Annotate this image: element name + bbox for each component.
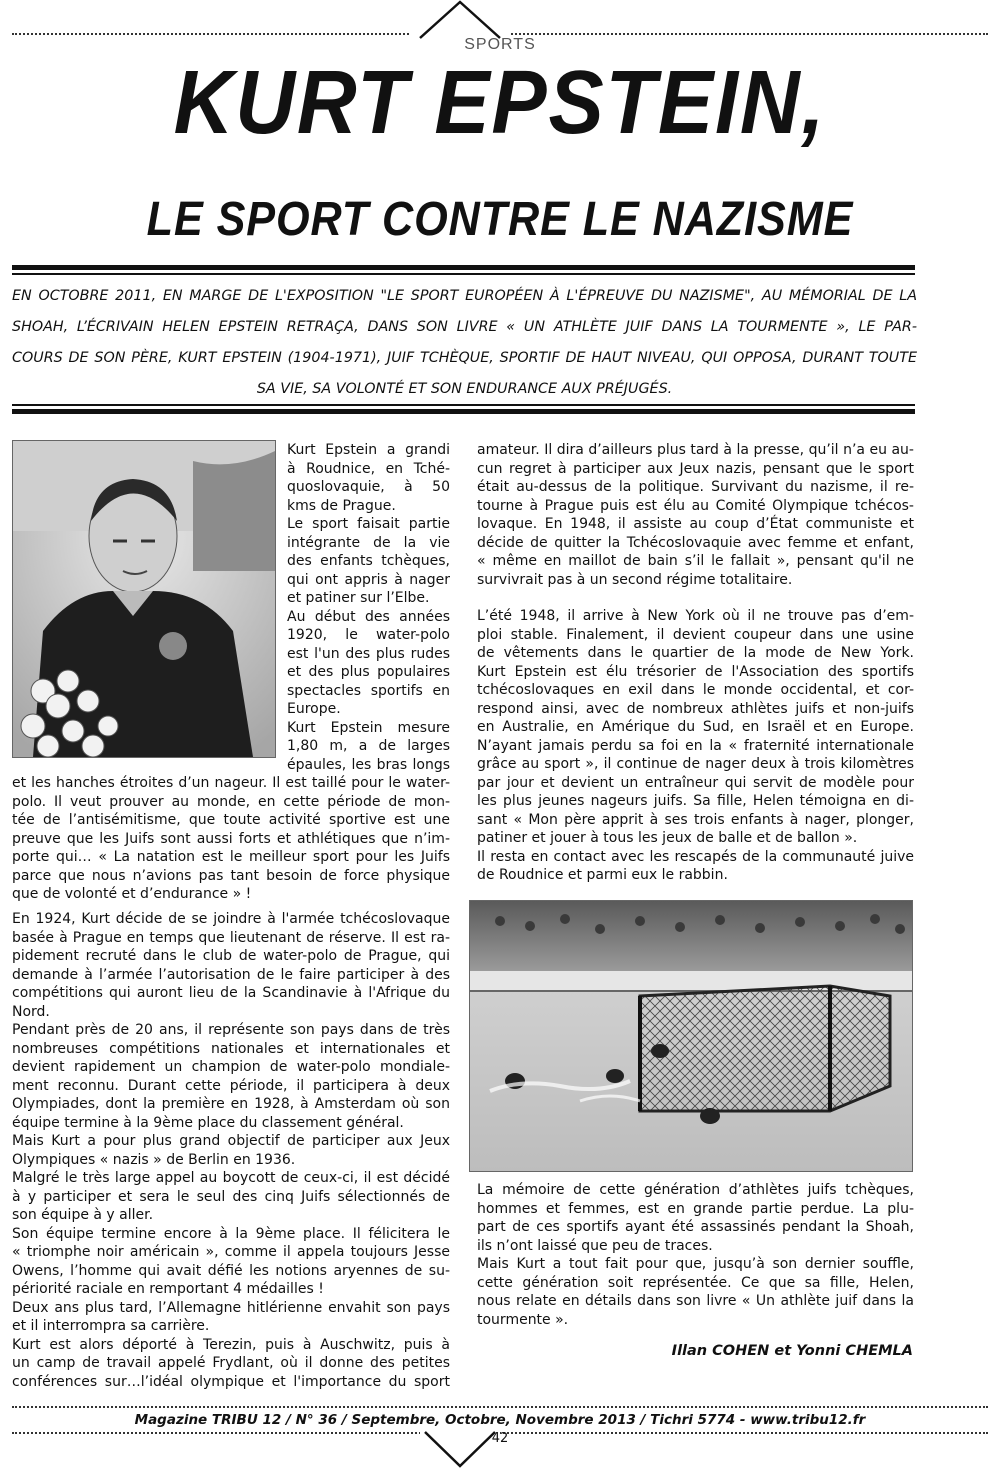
footer-credit: Magazine TRIBU 12 / N° 36 / Septembre, Octobre, Novembre 2013 / Tichri 5774 - www.tribu12.fr: [134, 1412, 866, 1428]
text-line: nombreuses compétitions nationales et internationales et: [12, 1040, 450, 1057]
intro-rule-top-thin: [12, 273, 915, 275]
text-line: Olympiades, dont la première en 1928, à Amsterdam où son: [12, 1096, 450, 1112]
text-line: polo. Il veut prouver au monde, en cette période de mon-: [12, 793, 450, 810]
text-line: L’été 1948, il arrive à New York où il ne trouve pas d’em-: [477, 608, 914, 624]
text-line: tourmente ».: [477, 1311, 569, 1328]
text-line: 1920, le water-polo: [287, 627, 450, 643]
text-line: Nord.: [12, 1003, 50, 1020]
section-label: SPORTS: [464, 36, 536, 53]
text-line: hommes et femmes, est en grande partie perdue. La plu-: [477, 1200, 914, 1217]
text-line: Pendant près de 20 ans, il représente son pays dans de très: [12, 1022, 450, 1038]
text-line: Mais Kurt a pour plus grand objectif de participer aux Jeux: [12, 1133, 450, 1149]
right-column-bottom: [477, 1181, 914, 1329]
intro-line: SHOAH, L’ÉCRIVAIN HELEN EPSTEIN RETRAÇA, DANS SON LIVRE « UN ATHLÈTE JUIF DANS LA TOURMENTE », LE PAR-: [12, 319, 917, 335]
text-line: tchécoslovaques en exil dans le monde occidental, et cor-: [477, 682, 914, 698]
text-line: en Australie, en Amérique du Sud, en Israël et en Europe.: [477, 719, 914, 735]
text-line: Kurt Epstein est élu trésorier de l'Association des sportifs: [477, 663, 914, 680]
text-line: respond ainsi, avec de nombreux athlètes juifs et non-juifs: [477, 700, 914, 717]
text-line: épaules, les bras longs: [287, 756, 450, 773]
text-line: un camp de travail appelé Frydlant, où il donne des petites: [12, 1355, 450, 1371]
text-line: kms de Prague.: [287, 497, 396, 514]
water-polo-photo: [469, 900, 913, 1172]
text-line: [477, 589, 914, 607]
text-line: conférences sur…l’idéal olympique et l'importance du sport: [12, 1373, 450, 1390]
text-line: spectacles sportifs en: [287, 682, 450, 699]
article-subtitle: LE SPORT CONTRE LE NAZISME: [146, 193, 854, 246]
text-line: Son équipe termine encore à la 9ème place. Il félicitera le: [12, 1225, 450, 1242]
right-column-top: [477, 441, 914, 885]
text-line: Au début des années: [287, 608, 450, 625]
text-line: Kurt est alors déporté à Terezin, puis à Auschwitz, puis à: [12, 1336, 450, 1353]
text-line: devient rapidement un champion de water-polo mondiale-: [12, 1059, 450, 1075]
left-column-bottom: [12, 910, 450, 1391]
text-line: « même en maillot de bain s’il le fallait », pensant qu'il ne: [477, 553, 914, 569]
text-line: et il interrompra sa carrière.: [12, 1318, 210, 1334]
text-line: et des plus populaires: [287, 664, 450, 680]
text-line: de Roudnice et parmi eux le rabbin.: [477, 867, 728, 883]
text-line: pidement recruté dans le club de water-polo de Prague, qui: [12, 948, 450, 964]
text-line: Kurt Epstein a grandi: [287, 442, 450, 458]
text-line: Olympiques « nazis » de Berlin en 1936.: [12, 1151, 296, 1168]
top-chevron-icon: [410, 0, 510, 40]
text-line: preuve que les Juifs sont aussi forts et athlétiques que n’im-: [12, 830, 450, 847]
text-line: les plus jeunes nageurs juifs. Sa fille, Helen témoigna en di-: [477, 793, 914, 809]
text-line: La mémoire de cette génération d’athlètes juifs tchèques,: [477, 1182, 914, 1198]
text-line: Il resta en contact avec les rescapés de la communauté juive: [477, 848, 914, 865]
text-line: compétitions qui auront lieu de la Scandinavie à l'Afrique du: [12, 985, 450, 1001]
intro-line: EN OCTOBRE 2011, EN MARGE DE L'EXPOSITION "LE SPORT EUROPÉEN À L'ÉPREUVE DU NAZISME", AU MÉMORIAL DE LA: [12, 288, 917, 304]
text-line: tée de l’antisémitisme, que toute activité sportive est une: [12, 812, 450, 828]
intro-rule-bottom-thin: [12, 404, 915, 406]
text-line: ploi stable. Finalement, il devient coupeur dans une usine: [477, 626, 914, 643]
text-line: équipe termine à la 9ème place du classement général.: [12, 1114, 404, 1131]
text-line: à Roudnice, en Tché-: [287, 460, 450, 477]
portrait-photo: [12, 440, 276, 758]
text-line: intégrante de la vie: [287, 534, 450, 551]
text-line: son équipe à y aller.: [12, 1207, 154, 1223]
text-line: amateur. Il dira d’ailleurs plus tard à la presse, qu’il n’a eu au-: [477, 442, 914, 458]
text-line: N’ayant jamais perdu sa foi en la « fraternité internationale: [477, 737, 914, 754]
text-line: Le sport faisait partie: [287, 516, 450, 532]
text-line: grâce au sport », il continue de nager deux à trois kilomètres: [477, 756, 914, 772]
text-line: de vêtements dans le quartier de la mode de New York.: [477, 645, 914, 661]
text-line: Malgré le très large appel au boycott de ceux-ci, il est décidé: [12, 1170, 450, 1186]
text-line: à y participer et sera le seul des cinq Juifs sélectionnés de: [12, 1188, 450, 1205]
text-line: Owens, l’homme qui avait défié les notions aryennes de su-: [12, 1262, 450, 1279]
footer-dotted-rule-top: [12, 1406, 988, 1408]
text-line: Mais Kurt a tout fait pour que, jusqu’à son dernier souffle,: [477, 1256, 914, 1272]
text-line: Europe.: [287, 701, 341, 717]
page-number: 42: [491, 1431, 509, 1446]
text-line: sant « Mon père apprit à ses trois enfants à nager, plonger,: [477, 811, 914, 828]
text-line: et patiner sur l’Elbe.: [287, 590, 430, 606]
text-line: 1,80 m, a de larges: [287, 738, 450, 754]
intro-line: SA VIE, SA VOLONTÉ ET SON ENDURANCE AUX PRÉJUGÉS.: [256, 381, 673, 397]
text-line: Kurt Epstein mesure: [287, 719, 450, 736]
byline: Illan COHEN et Yonni CHEMLA: [671, 1343, 913, 1359]
text-line: et les hanches étroites d’un nageur. Il est taillé pour le water-: [12, 775, 450, 791]
intro-line: COURS DE SON PÈRE, KURT EPSTEIN (1904-1971), JUIF TCHÈQUE, SPORTIF DE HAUT NIVEAU, QUI OPPOSA, DURANT TOUTE: [12, 350, 917, 366]
text-line: des enfants tchèques,: [287, 553, 450, 569]
text-line: lovaque. En 1948, il assiste au coup d’État communiste et: [477, 516, 914, 532]
text-line: nous relate en détails dans son livre « Un athlète juif dans la: [477, 1293, 914, 1309]
text-line: Deux ans plus tard, l’Allemagne hitlérienne envahit son pays: [12, 1299, 450, 1316]
text-line: était au-dessus de la politique. Survivant du nazisme, il re-: [477, 479, 914, 495]
text-line: quoslovaquie, à 50: [287, 479, 450, 495]
intro-lede: [12, 281, 917, 405]
intro-rule-bottom: [12, 409, 915, 414]
intro-rule-top: [12, 265, 915, 270]
text-line: ils n’ont laissé que peu de traces.: [477, 1237, 713, 1254]
text-line: décide de quitter la Tchécoslovaquie avec femme et enfant,: [477, 534, 914, 551]
text-line: patiner et jouer à tous les jeux de balle et de ballon ».: [477, 830, 858, 846]
text-line: ment reconnu. Durant cette période, il participera à deux: [12, 1077, 450, 1094]
text-line: par jour et devient un entraîneur qui servit de modèle pour: [477, 774, 914, 791]
text-line: périorité raciale en remportant 4 médailles !: [12, 1281, 324, 1297]
article-title: KURT EPSTEIN,: [173, 53, 827, 153]
text-line: que de volonté et d’endurance » !: [12, 886, 252, 902]
text-line: cun regret à participer aux Jeux nazis, pensant que le sport: [477, 460, 914, 477]
text-line: « triomphe noir américain », comme il appela toujours Jesse: [12, 1244, 450, 1260]
text-line: tourne à Prague puis est élu au Comité Olympique tchécos-: [477, 497, 914, 514]
left-column-narrow: [287, 441, 450, 774]
text-line: est l'un des plus rudes: [287, 645, 450, 662]
text-line: demande à l’armée l’autorisation de le faire participer à des: [12, 966, 450, 983]
text-line: survivrait pas à un second régime totalitaire.: [477, 571, 793, 588]
text-line: part de ces sportifs ayant été assassinés pendant la Shoah,: [477, 1219, 914, 1235]
text-line: porte qui… « La natation est le meilleur sport pour les Juifs: [12, 849, 450, 865]
text-line: En 1924, Kurt décide de se joindre à l'armée tchécoslovaque: [12, 911, 450, 927]
text-line: cette génération soit représentée. Ce que sa fille, Helen,: [477, 1274, 914, 1291]
left-column-wide: [12, 774, 450, 904]
text-line: basée à Prague en temps que lieutenant de réserve. Il est ra-: [12, 929, 450, 946]
text-line: parce que nous n’avions pas tant besoin de force physique: [12, 867, 450, 884]
text-line: qui ont appris à nager: [287, 571, 450, 588]
